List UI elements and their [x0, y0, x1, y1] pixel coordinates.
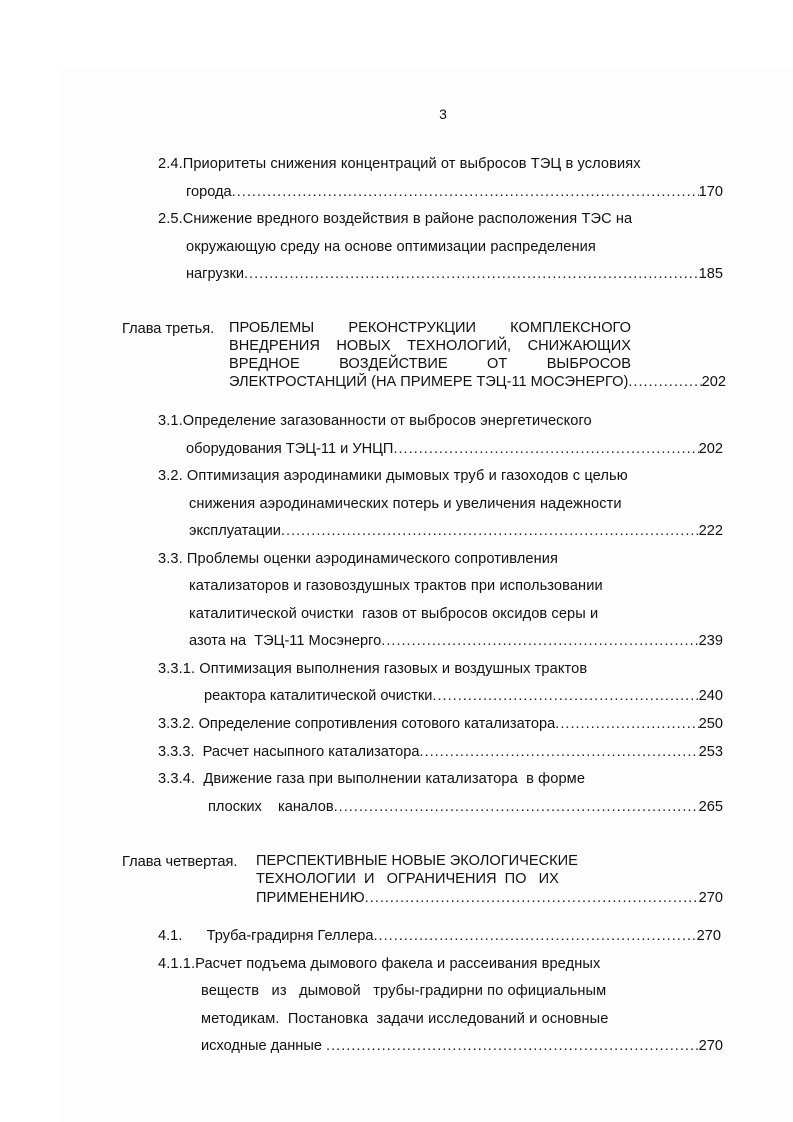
toc-entry-2-5-line-2: окружающую среду на основе оптимизации распределения — [186, 239, 596, 255]
chapter-3-title-line-2: ВНЕДРЕНИЯ НОВЫХ ТЕХНОЛОГИЙ, СНИЖАЮЩИХ — [229, 338, 631, 354]
toc-entry-2-4-leader — [186, 183, 723, 201]
toc-entry-3-2-line-2: снижения аэродинамических потерь и увеличения надежности — [189, 496, 622, 512]
toc-entry-text: ЭЛЕКТРОСТАНЦИЙ (НА ПРИМЕРЕ ТЭЦ-11 МОСЭНЕРГО) — [229, 374, 629, 390]
dot-leader — [555, 715, 698, 733]
chapter-3-title-line-3: ВРЕДНОЕ ВОЗДЕЙСТВИЕ ОТ ВЫБРОСОВ — [229, 356, 631, 372]
toc-entry-3-2-leader — [189, 522, 723, 540]
toc-entry-text: азота на ТЭЦ-11 Мосэнерго — [189, 633, 382, 649]
chapter-4-title-line-2: ТЕХНОЛОГИИ И ОГРАНИЧЕНИЯ ПО ИХ — [256, 871, 559, 887]
dot-leader — [232, 183, 699, 201]
page-ref: 239 — [698, 633, 723, 649]
toc-entry-4-1-1-line-2: веществ из дымовой трубы-градирни по официальным — [201, 983, 607, 999]
toc-entry-text: 3.3.2. Определение сопротивления сотового катализатора — [158, 716, 556, 732]
chapter-4-title-line-1: ПЕРСПЕКТИВНЫЕ НОВЫЕ ЭКОЛОГИЧЕСКИЕ — [256, 853, 578, 869]
chapter-4-title-leader — [256, 889, 723, 907]
toc-entry-3-3-1-line-1: 3.3.1. Оптимизация выполнения газовых и воздушных трактов — [158, 661, 588, 677]
page-ref: 270 — [698, 1038, 723, 1054]
page-ref: 202 — [698, 441, 723, 457]
toc-entry-3-3-leader — [189, 632, 723, 650]
toc-entry-3-3-4-line-1: 3.3.4. Движение газа при выполнении катализатора в форме — [158, 771, 586, 787]
page-ref: 253 — [698, 744, 723, 760]
page-ref: 270 — [696, 928, 721, 944]
toc-entry-3-2-line-1: 3.2. Оптимизация аэродинамики дымовых труб и газоходов с целью — [158, 468, 628, 484]
dot-leader — [334, 798, 699, 816]
dot-leader — [365, 889, 699, 907]
toc-entry-3-3-3-leader — [158, 743, 723, 761]
toc-entry-2-5-leader — [186, 265, 723, 283]
toc-entry-text: 4.1. Труба-градирня Геллера — [158, 928, 374, 944]
dot-leader — [281, 522, 699, 540]
toc-entry-text: ПРИМЕНЕНИЮ — [256, 890, 365, 906]
page-ref: 202 — [701, 374, 726, 390]
toc-entry-3-3-line-3: каталитической очистки газов от выбросов оксидов серы и — [189, 606, 599, 622]
toc-entry-3-3-4-leader — [208, 798, 723, 816]
dot-leader — [326, 1037, 699, 1055]
toc-entry-text: плоских каналов — [208, 799, 334, 815]
toc-entry-4-1-1-line-1: 4.1.1.Расчет подъема дымового факела и рассеивания вредных — [158, 956, 601, 972]
dot-leader — [381, 632, 698, 650]
chapter-3-label: Глава третья. — [122, 321, 215, 337]
dot-leader — [628, 373, 701, 391]
toc-entry-3-3-line-1: 3.3. Проблемы оценки аэродинамического сопротивления — [158, 551, 559, 567]
dot-leader — [432, 687, 698, 705]
toc-entry-text: нагрузки — [186, 266, 244, 282]
page-ref: 270 — [698, 890, 723, 906]
page-ref: 240 — [698, 688, 723, 704]
toc-entry-2-4-line-1: 2.4.Приоритеты снижения концентраций от выбросов ТЭЦ в условиях — [158, 156, 641, 172]
toc-entry-4-1-1-leader — [201, 1037, 723, 1055]
page-ref: 222 — [698, 523, 723, 539]
dot-leader — [419, 743, 698, 761]
page-ref: 170 — [698, 184, 723, 200]
toc-entry-text: эксплуатации — [189, 523, 281, 539]
page-ref: 185 — [698, 266, 723, 282]
dot-leader — [244, 265, 699, 283]
toc-entry-text: оборудования ТЭЦ-11 и УНЦП — [186, 441, 394, 457]
toc-entry-3-1-line-1: 3.1.Определение загазованности от выбросов энергетического — [158, 413, 592, 429]
dot-leader — [373, 927, 696, 945]
toc-entry-3-3-line-2: катализаторов и газовоздушных трактов при использовании — [189, 578, 603, 594]
toc-entry-text: города — [186, 184, 232, 200]
chapter-3-title-leader — [229, 373, 726, 391]
page-number: 3 — [439, 106, 447, 122]
page-ref: 265 — [698, 799, 723, 815]
toc-entry-3-1-leader — [186, 440, 723, 458]
toc-entry-4-1-leader — [158, 927, 721, 945]
toc-entry-3-3-1-leader — [204, 687, 723, 705]
toc-entry-text: исходные данные — [201, 1038, 327, 1054]
chapter-4-label: Глава четвертая. — [122, 854, 238, 870]
toc-entry-text: 3.3.3. Расчет насыпного катализатора — [158, 744, 420, 760]
toc-entry-3-3-2-leader — [158, 715, 723, 733]
toc-entry-2-5-line-1: 2.5.Снижение вредного воздействия в районе расположения ТЭС на — [158, 211, 633, 227]
toc-entry-4-1-1-line-3: методикам. Постановка задачи исследований и основные — [201, 1011, 609, 1027]
chapter-3-title-line-1: ПРОБЛЕМЫ РЕКОНСТРУКЦИИ КОМПЛЕКСНОГО — [229, 320, 631, 336]
toc-entry-text: реактора каталитической очистки — [204, 688, 433, 704]
dot-leader — [393, 440, 698, 458]
page-ref: 250 — [698, 716, 723, 732]
